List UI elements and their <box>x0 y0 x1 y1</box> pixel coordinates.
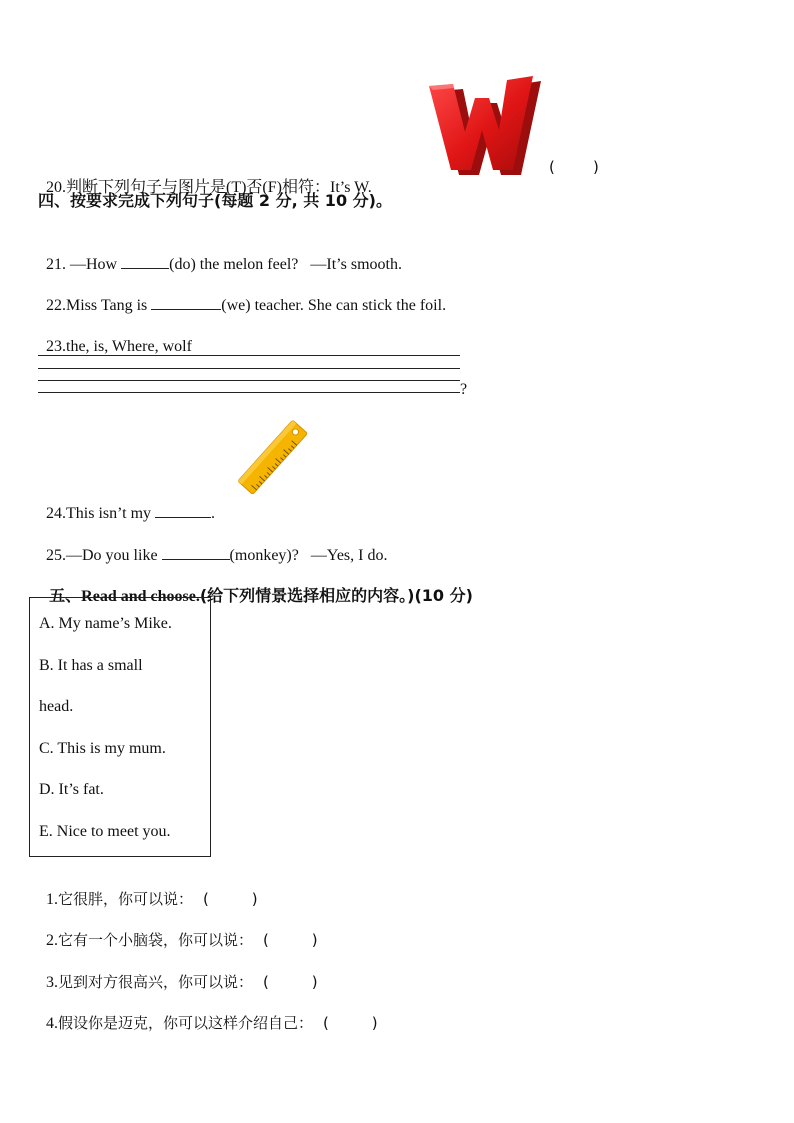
situation-3-number: 3. <box>46 974 58 991</box>
situation-3-text: 见到对方很高兴，你可以说： <box>58 973 254 991</box>
question-22 <box>38 275 446 316</box>
question-23-number: 23. <box>46 338 66 355</box>
question-25 <box>38 525 387 566</box>
question-21-hint: (do) the melon feel? <box>169 256 299 273</box>
question-21-before: —How <box>66 256 122 273</box>
section-5-prefix: 五、 <box>49 586 82 605</box>
question-22-blank[interactable] <box>151 295 221 310</box>
answer-line-1[interactable] <box>38 355 460 356</box>
question-23-question-mark: ? <box>460 381 468 398</box>
question-20-text: 20.判断下列句子与图片是(T)否(F)相符：It’s W. <box>46 179 372 196</box>
situation-2-number: 2. <box>46 932 58 949</box>
ruler-image <box>236 418 308 498</box>
situation-1 <box>38 869 258 910</box>
situation-2-answer-paren[interactable]: ( ) <box>263 931 318 949</box>
question-23 <box>38 317 192 357</box>
option-b: B. It has a small <box>39 657 143 674</box>
question-21-number: 21. <box>46 256 66 273</box>
situation-2 <box>38 910 318 951</box>
option-a: A. My name’s Mike. <box>39 615 172 632</box>
question-25-before: —Do you like <box>66 547 162 564</box>
situation-4-number: 4. <box>46 1015 58 1032</box>
options-box <box>29 597 211 857</box>
question-24-after: . <box>211 505 216 522</box>
question-25-number: 25. <box>46 547 66 564</box>
question-24-number: 24. <box>46 505 66 522</box>
option-c: C. This is my mum. <box>39 740 166 757</box>
question-25-blank[interactable] <box>162 545 230 560</box>
question-21-blank[interactable] <box>121 254 169 269</box>
answer-line-2[interactable] <box>38 368 460 369</box>
option-b-continued: head. <box>39 698 74 715</box>
question-23-words: the, is, Where, wolf <box>66 338 192 355</box>
situation-3 <box>38 952 318 993</box>
letter-w-image <box>425 74 541 176</box>
situation-4-answer-paren[interactable]: ( ) <box>323 1014 378 1032</box>
question-21-after: —It’s smooth. <box>298 256 402 273</box>
question-25-hint: (monkey)? <box>229 547 299 564</box>
question-22-number: 22. <box>46 297 66 314</box>
question-20-answer-paren[interactable]: ( ) <box>549 158 599 176</box>
section-5-heading-en: Read and choose. <box>81 588 200 605</box>
question-25-after: —Yes, I do. <box>298 547 388 564</box>
situation-4 <box>38 993 378 1034</box>
question-22-hint: (we) teacher. She can stick the foil. <box>221 297 447 314</box>
section-5-heading-cn: (给下列情景选择相应的内容。)(10 分) <box>199 586 473 605</box>
question-24 <box>38 483 215 524</box>
option-e: E. Nice to meet you. <box>39 823 171 840</box>
question-24-before: This isn’t my <box>66 505 156 522</box>
answer-line-4[interactable] <box>38 392 460 393</box>
situation-1-answer-paren[interactable]: ( ) <box>203 890 258 908</box>
option-d: D. It’s fat. <box>39 781 104 798</box>
situation-3-answer-paren[interactable]: ( ) <box>263 973 318 991</box>
question-22-before: Miss Tang is <box>66 297 152 314</box>
section-4-heading: 四、按要求完成下列句子(每题 2 分, 共 10 分)。 <box>38 191 392 210</box>
question-21 <box>38 234 402 275</box>
situation-1-number: 1. <box>46 891 58 908</box>
situation-4-text: 假设你是迈克，你可以这样介绍自己： <box>58 1014 314 1032</box>
situation-1-text: 它很胖，你可以说： <box>58 890 194 908</box>
answer-line-3[interactable] <box>38 380 460 381</box>
situation-2-text: 它有一个小脑袋，你可以说： <box>58 931 254 949</box>
question-24-blank[interactable] <box>155 503 211 518</box>
